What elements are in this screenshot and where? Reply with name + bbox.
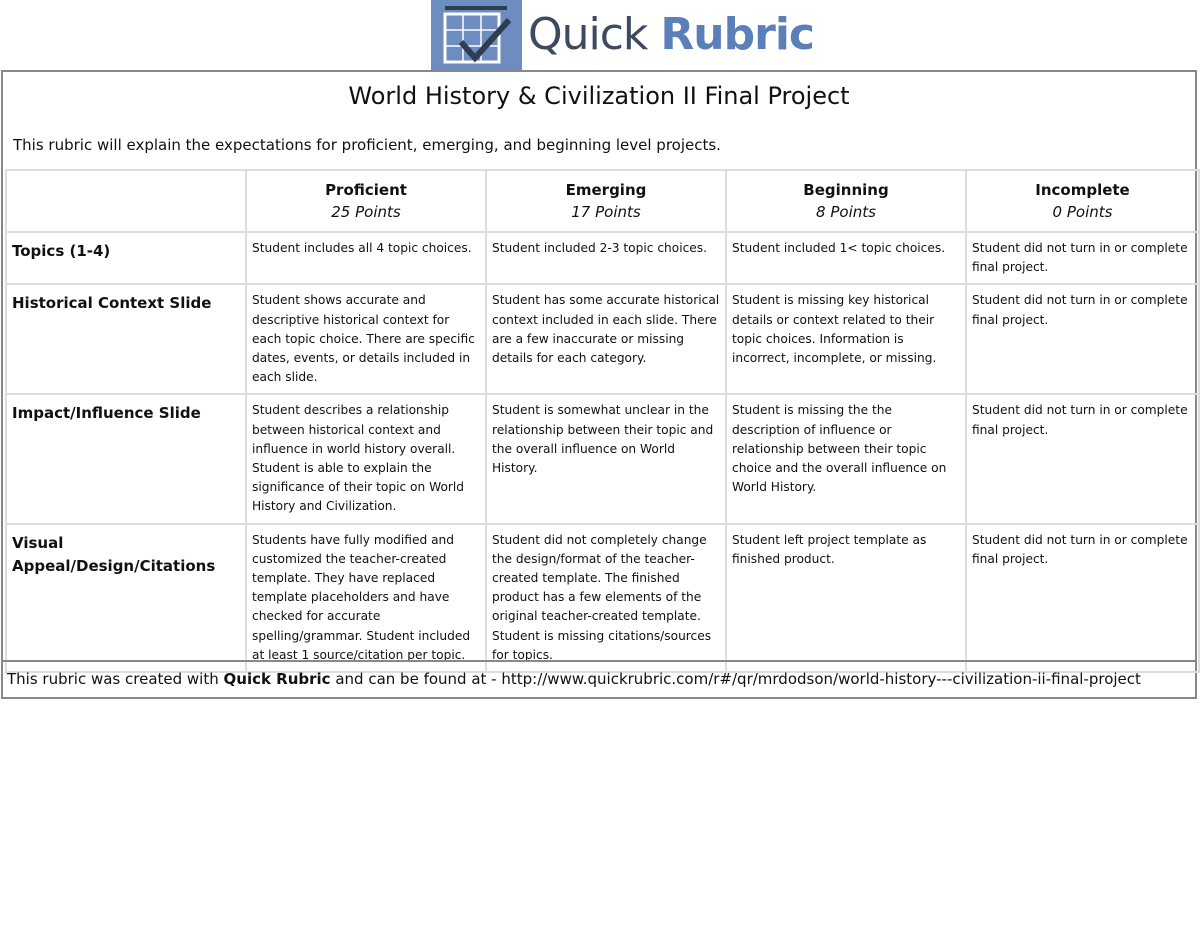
level-points: 0 Points	[1052, 203, 1113, 221]
level-name: Proficient	[325, 181, 407, 199]
footer-brand: Quick Rubric	[223, 670, 331, 688]
level-header	[966, 170, 1199, 232]
rubric-cell: Student includes all 4 topic choices.	[246, 232, 486, 284]
rubric-table	[5, 169, 1200, 673]
footer-prefix: This rubric was created with	[7, 670, 224, 688]
rubric-cell: Student has some accurate historical context included in each slide. There are a few inaccurate or missing details for each category.	[486, 284, 726, 394]
level-name: Beginning	[803, 181, 889, 199]
rubric-footer	[3, 660, 1195, 697]
table-row	[6, 232, 1199, 284]
logo-word-rubric: Rubric	[660, 9, 814, 60]
rubric-cell: Student included 1< topic choices.	[726, 232, 966, 284]
rubric-cell: Student did not turn in or complete final project.	[966, 394, 1199, 523]
rubric-cell: Student did not completely change the design/format of the teacher-created template. The finished product has a few elements of the original teacher-created template. Student is missing citations/sources for topics.	[486, 524, 726, 672]
quick-rubric-logo	[431, 0, 814, 70]
rubric-cell: Student is missing key historical details or context related to their topic choices. Information is incorrect, incomplete, or missing.	[726, 284, 966, 394]
level-name: Emerging	[565, 181, 647, 199]
logo-text	[528, 0, 814, 70]
rubric-cell: Students have fully modified and customized the teacher-created template. They have replaced template placeholders and have checked for accurate spelling/grammar. Student included at least 1 source/citation per topic.	[246, 524, 486, 672]
footer-link-text: and can be found at - http://www.quickrubric.com/r#/qr/mrdodson/world-history---civilization-ii-final-project	[330, 670, 1141, 688]
level-header	[486, 170, 726, 232]
rubric-cell: Student shows accurate and descriptive historical context for each topic choice. There are specific dates, events, or details included in each slide.	[246, 284, 486, 394]
rubric-header	[3, 72, 1195, 169]
table-row	[6, 284, 1199, 394]
rubric-cell: Student is missing the the description of influence or relationship between their topic choice and the overall influence on World History.	[726, 394, 966, 523]
rubric-cell: Student is somewhat unclear in the relationship between their topic and the overall influence on World History.	[486, 394, 726, 523]
level-points: 8 Points	[816, 203, 876, 221]
rubric-cell: Student did not turn in or complete final project.	[966, 524, 1199, 672]
rubric-header-row	[6, 170, 1199, 232]
criterion-cell: Impact/Influence Slide	[6, 394, 246, 523]
checklist-icon	[431, 0, 522, 70]
logo-word-quick: Quick	[528, 9, 648, 60]
criterion-cell: Topics (1-4)	[6, 232, 246, 284]
rubric-cell: Student included 2-3 topic choices.	[486, 232, 726, 284]
rubric-cell: Student left project template as finished product.	[726, 524, 966, 672]
level-points: 17 Points	[571, 203, 641, 221]
corner-cell	[6, 170, 246, 232]
table-row	[6, 394, 1199, 523]
rubric-cell: Student did not turn in or complete final project.	[966, 284, 1199, 394]
criterion-cell: Visual Appeal/Design/Citations	[6, 524, 246, 672]
rubric-container	[1, 70, 1197, 699]
level-header	[726, 170, 966, 232]
rubric-description: This rubric will explain the expectations for proficient, emerging, and beginning level projects.	[13, 136, 721, 154]
level-name: Incomplete	[1035, 181, 1130, 199]
rubric-title: World History & Civilization II Final Project	[348, 82, 850, 110]
level-header	[246, 170, 486, 232]
level-points: 25 Points	[331, 203, 401, 221]
rubric-cell: Student describes a relationship between historical context and influence in world history overall. Student is able to explain the significance of their topic on World History and Civilization.	[246, 394, 486, 523]
table-row	[6, 524, 1199, 672]
criterion-cell: Historical Context Slide	[6, 284, 246, 394]
rubric-cell: Student did not turn in or complete final project.	[966, 232, 1199, 284]
